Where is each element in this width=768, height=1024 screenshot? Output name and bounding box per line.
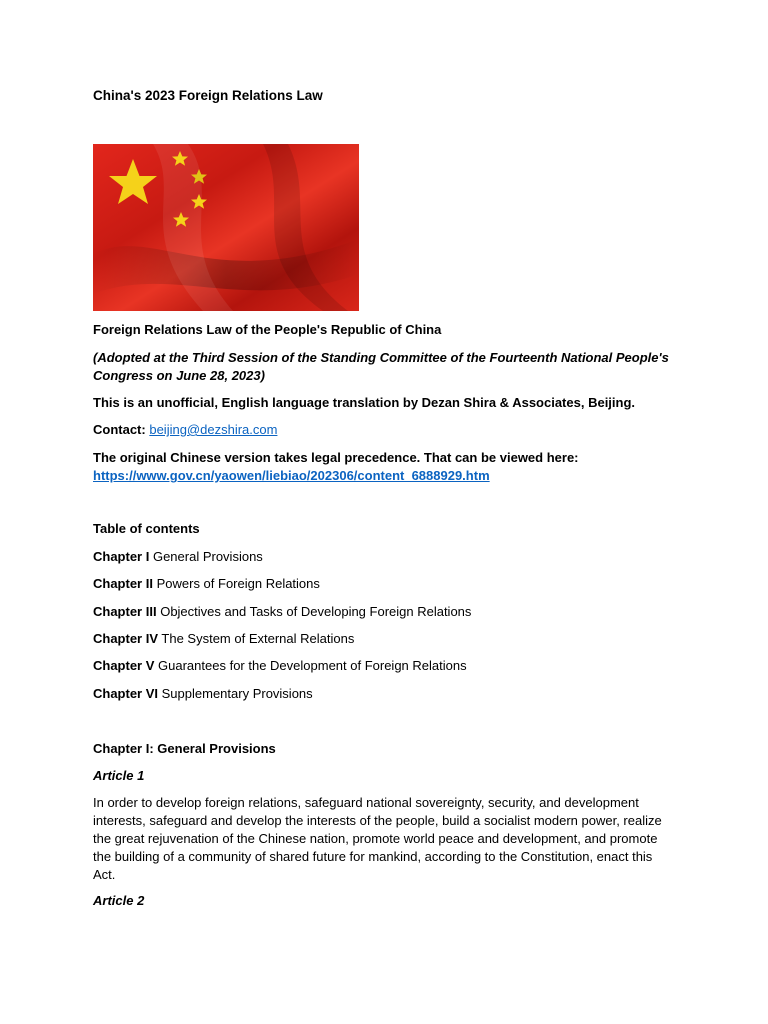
flag-image [93, 144, 359, 311]
law-title: Foreign Relations Law of the People's Republic of China [93, 322, 442, 337]
document-page [93, 0, 673, 1024]
toc-chapter: Chapter IV [93, 631, 159, 646]
adoption-note: (Adopted at the Third Session of the Standing Committee of the Fourteenth National People's Congress on June 28, 2023) [93, 350, 669, 383]
article2-heading: Article 2 [93, 893, 145, 908]
toc-chapter: Chapter I [93, 549, 150, 564]
toc-item[interactable] [93, 685, 673, 703]
original-note: The original Chinese version takes legal precedence. That can be viewed here: [93, 450, 579, 465]
chapter1-heading: Chapter I: General Provisions [93, 741, 276, 756]
toc-item[interactable] [93, 630, 673, 648]
toc-chapter-name: General Provisions [152, 549, 263, 564]
toc-chapter-name: Supplementary Provisions [161, 686, 313, 701]
toc-chapter-name: Objectives and Tasks of Developing Foreign Relations [160, 604, 472, 619]
article1-text: In order to develop foreign relations, safeguard national sovereignty, security, and development interests, safeguard and develop the interests of the people, build a socialist modern power, realize the great rejuvenation of the Chinese nation, promote world peace and development, and promote the building of a community of shared future for mankind, according to the Constitution, enact this Act. [93, 795, 662, 882]
contact-line [93, 421, 673, 439]
original-url-link[interactable]: https://www.gov.cn/yaowen/liebiao/202306/content_6888929.htm [93, 468, 490, 483]
contact-email-link[interactable]: beijing@dezshira.com [149, 422, 278, 437]
toc-item[interactable] [93, 603, 673, 621]
toc-heading: Table of contents [93, 521, 200, 536]
toc-item[interactable] [93, 575, 673, 593]
toc-chapter-name: Guarantees for the Development of Foreign Relations [158, 658, 467, 673]
translation-note: This is an unofficial, English language translation by Dezan Shira & Associates, Beijing. [93, 395, 636, 410]
toc-chapter-name: Powers of Foreign Relations [156, 576, 320, 591]
toc-chapter: Chapter III [93, 604, 157, 619]
toc-chapter-name: The System of External Relations [161, 631, 355, 646]
toc-item[interactable] [93, 548, 673, 566]
toc-item[interactable] [93, 657, 673, 675]
article1-heading: Article 1 [93, 768, 145, 783]
toc-chapter: Chapter V [93, 658, 155, 673]
original-note-block [93, 449, 673, 485]
contact-label: Contact: [93, 422, 146, 437]
toc-chapter: Chapter VI [93, 686, 159, 701]
document-title: China's 2023 Foreign Relations Law [93, 88, 323, 103]
toc-chapter: Chapter II [93, 576, 153, 591]
